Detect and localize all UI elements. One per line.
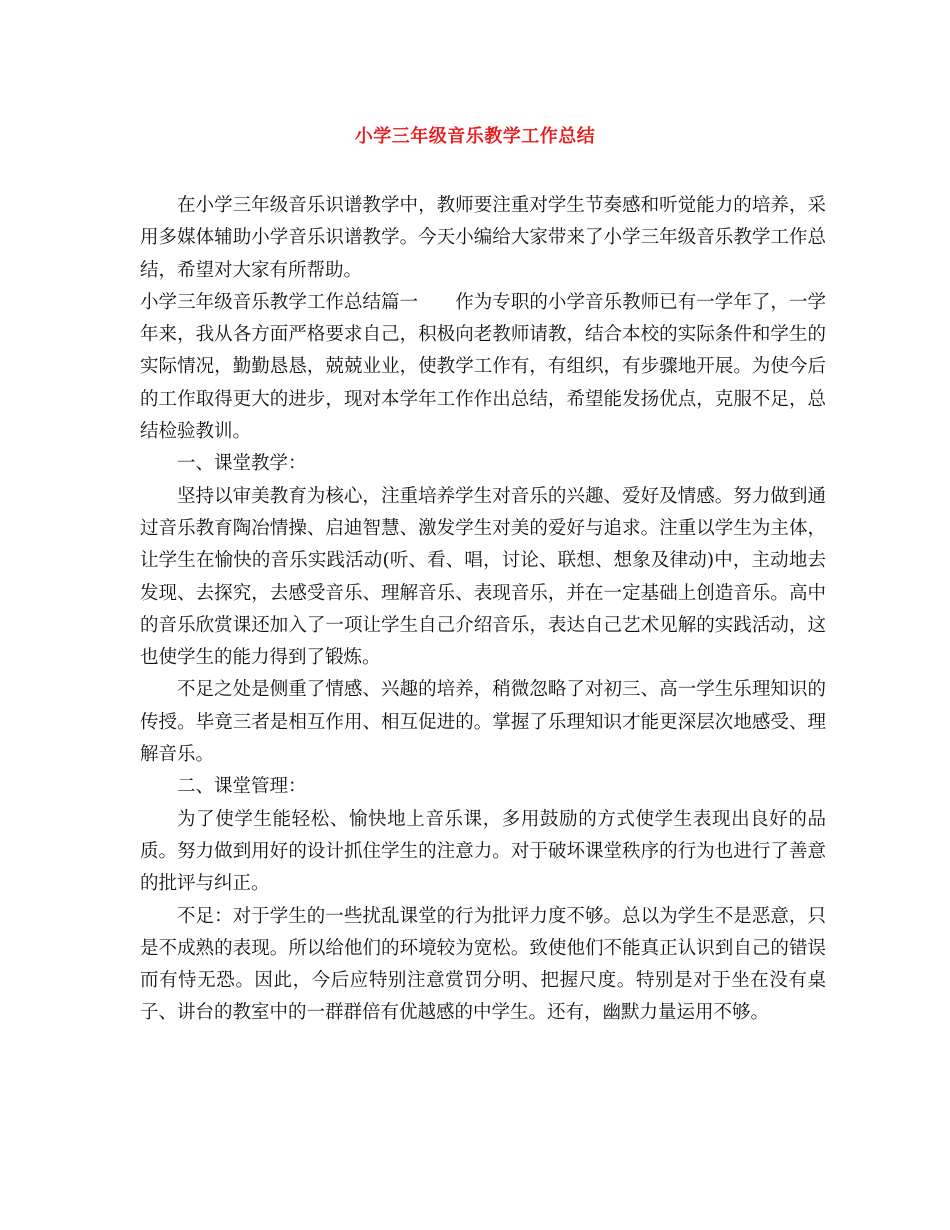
paragraph-management-content: 为了使学生能轻松、愉快地上音乐课，多用鼓励的方式使学生表现出良好的品质。努力做到用好的设计抓住学生的注意力。对于破坏课堂秩序的行为也进行了善意的批评与纠正。 bbox=[140, 808, 826, 895]
document-body bbox=[140, 190, 826, 1030]
paragraph-management-shortcoming: 不足：对于学生的一些扰乱课堂的行为批评力度不够。总以为学生不是恶意，只是不成熟的表现。所以给他们的环境较为宽松。致使他们不能真正认识到自己的错误而有恃无恐。因此，今后应特别注意赏罚分明、把握尺度。特别是对于坐在没有桌子、讲台的教室中的一群群倍有优越感的中学生。还有，幽默力量运用不够。 bbox=[140, 905, 826, 1024]
document-title: 小学三年级音乐教学工作总结 bbox=[354, 126, 596, 147]
paragraph-intro: 在小学三年级音乐识谱教学中，教师要注重对学生节奏感和听觉能力的培养，采用多媒体辅助小学音乐识谱教学。今天小编给大家带来了小学三年级音乐教学工作总结，希望对大家有所帮助。 bbox=[140, 195, 826, 281]
paragraph-teaching-content: 坚持以审美教育为核心，注重培养学生对音乐的兴趣、爱好及情感。努力做到通过音乐教育陶冶情操、启迪智慧、激发学生对美的爱好与追求。注重以学生为主体，让学生在愉快的音乐实践活动(听、看、唱，讨论、联想、想象及律动)中，主动地去发现、去探究，去感受音乐、理解音乐、表现音乐，并在一定基础上创造音乐。高中的音乐欣赏课还加入了一项让学生自己介绍音乐，表达自己艺术见解的实践活动，这也使学生的能力得到了锻炼。 bbox=[140, 485, 826, 669]
paragraph-section-one-start: 小学三年级音乐教学工作总结篇一 作为专职的小学音乐教师已有一学年了，一学年来，我从各方面严格要求自己，积极向老教师请教，结合本校的实际条件和学生的实际情况，勤勤恳恳，兢兢业业，使教学工作有，有组织，有步骤地开展。为使今后的工作取得更大的进步，现对本学年工作作出总结，希望能发扬优点，克服不足，总结检验教训。 bbox=[140, 291, 826, 443]
heading-classroom-teaching: 一、课堂教学： bbox=[177, 453, 307, 475]
paragraph-teaching-shortcoming: 不足之处是侧重了情感、兴趣的培养，稍微忽略了对初三、高一学生乐理知识的传授。毕竟三者是相互作用、相互促进的。掌握了乐理知识才能更深层次地感受、理解音乐。 bbox=[140, 679, 826, 766]
heading-classroom-management: 二、课堂管理： bbox=[177, 776, 307, 798]
